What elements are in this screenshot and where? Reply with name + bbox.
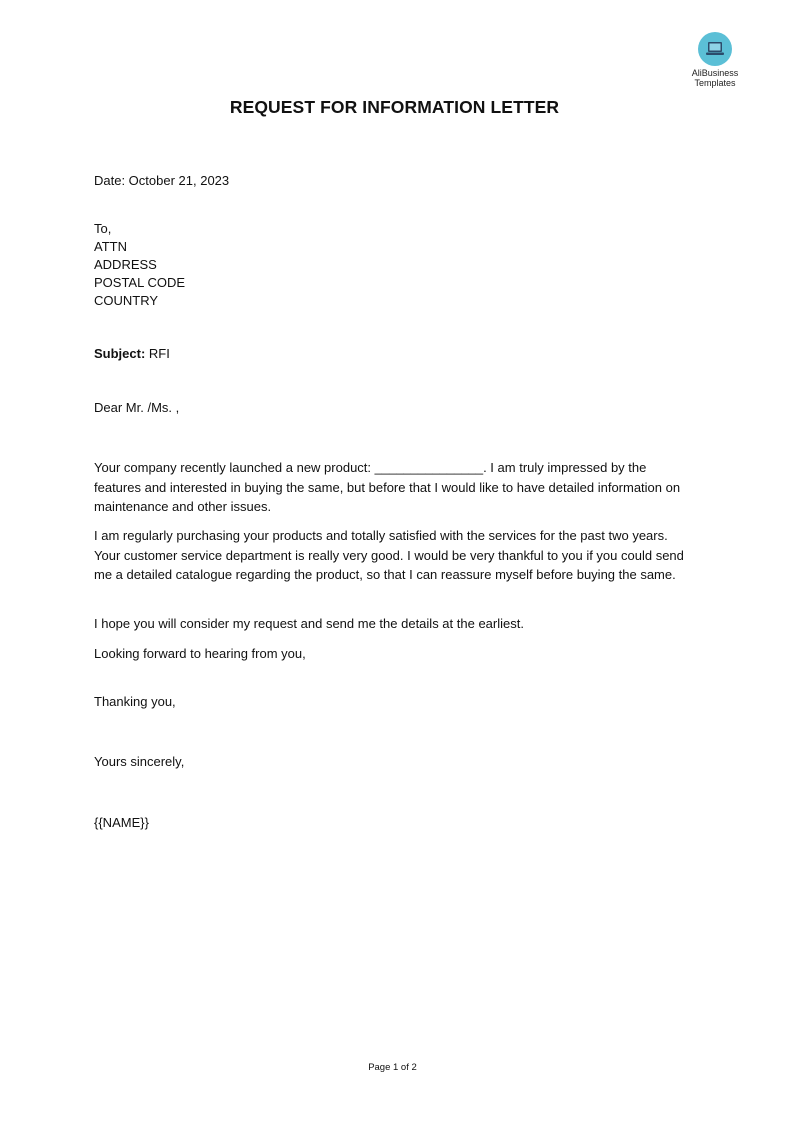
address-street: ADDRESS	[94, 257, 157, 272]
laptop-icon	[705, 40, 725, 57]
closing-line: Yours sincerely,	[94, 754, 185, 769]
body-paragraph-2: I am regularly purchasing your products and totally satisfied with the services for the past two years. Your customer service department is really very good. I would be very thankful to you if you could send me a detailed catalogue regarding the product, so that I can reassure myself before buying the same.	[94, 528, 684, 582]
thanking-line: Thanking you,	[94, 694, 176, 709]
body-paragraph-3: I hope you will consider my request and send me the details at the earliest.	[94, 616, 524, 631]
body-paragraph-4: Looking forward to hearing from you,	[94, 646, 306, 661]
salutation: Dear Mr. /Ms. ,	[94, 400, 180, 415]
address-country: COUNTRY	[94, 293, 159, 308]
address-to: To,	[94, 221, 112, 236]
letter-date: Date: October 21, 2023	[94, 173, 230, 188]
logo-text-line2: Templates	[694, 78, 736, 88]
subject-value: RFI	[145, 346, 170, 361]
address-attn: ATTN	[94, 239, 127, 254]
signature-placeholder: {{NAME}}	[94, 815, 149, 830]
page-title: REQUEST FOR INFORMATION LETTER	[229, 97, 560, 117]
logo-badge	[698, 32, 732, 66]
address-postal-code: POSTAL CODE	[94, 275, 186, 290]
page-number: Page 1 of 2	[368, 1062, 417, 1073]
body-paragraph-1: Your company recently launched a new product: _______________. I am truly impressed by the features and interested in buying the same, but before that I would like to have detailed information on maintenance and other issues.	[94, 460, 681, 514]
brand-logo	[676, 32, 754, 88]
logo-text-line1: AliBusiness	[691, 68, 739, 78]
subject-line	[94, 345, 170, 363]
subject-label: Subject:	[94, 346, 146, 361]
